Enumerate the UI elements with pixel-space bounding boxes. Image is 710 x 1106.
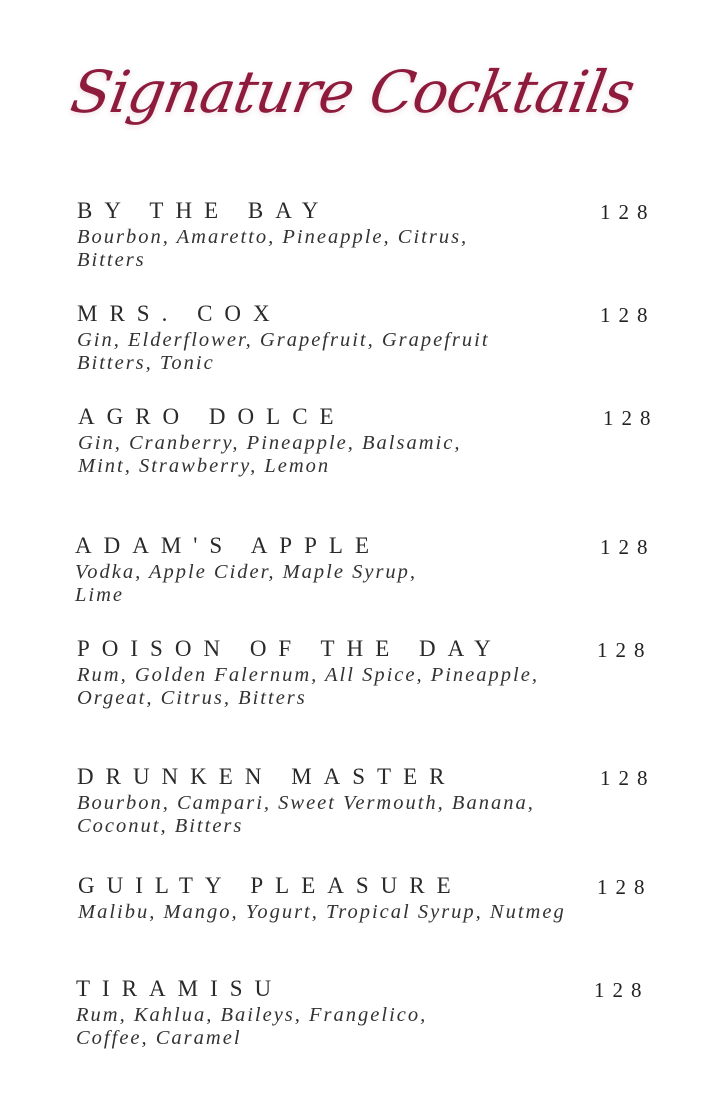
description-line: Malibu, Mango, Yogurt, Tropical Syrup, Nutmeg bbox=[78, 901, 566, 923]
item-price: 128 bbox=[597, 638, 653, 662]
item-name: DRUNKEN MASTER bbox=[77, 764, 457, 789]
item-price: 128 bbox=[594, 978, 650, 1002]
description-line: Bitters bbox=[77, 249, 146, 271]
description-line: Rum, Golden Falernum, All Spice, Pineapple, bbox=[77, 664, 539, 686]
item-price: 128 bbox=[600, 200, 656, 224]
item-price: 128 bbox=[600, 766, 656, 790]
item-description bbox=[75, 561, 615, 607]
item-name: POISON OF THE DAY bbox=[77, 636, 503, 661]
description-line: Gin, Cranberry, Pineapple, Balsamic, bbox=[78, 432, 462, 454]
description-line: Coffee, Caramel bbox=[76, 1027, 242, 1049]
description-line: Rum, Kahlua, Baileys, Frangelico, bbox=[76, 1004, 428, 1026]
item-price: 128 bbox=[603, 406, 659, 430]
description-line: Gin, Elderflower, Grapefruit, Grapefruit bbox=[77, 329, 490, 351]
description-line: Vodka, Apple Cider, Maple Syrup, bbox=[75, 561, 418, 583]
item-name: AGRO DOLCE bbox=[78, 404, 346, 429]
item-name: TIRAMISU bbox=[76, 976, 284, 1001]
item-price: 128 bbox=[600, 535, 656, 559]
item-name: MRS. COX bbox=[77, 301, 282, 326]
description-line: Bourbon, Amaretto, Pineapple, Citrus, bbox=[77, 226, 469, 248]
item-description bbox=[78, 901, 618, 924]
item-description bbox=[77, 792, 617, 838]
item-description bbox=[77, 329, 617, 375]
item-description bbox=[76, 1004, 616, 1050]
item-description bbox=[77, 226, 617, 272]
item-name: BY THE BAY bbox=[77, 198, 331, 223]
description-line: Lime bbox=[75, 584, 124, 606]
description-line: Mint, Strawberry, Lemon bbox=[78, 455, 331, 477]
item-price: 128 bbox=[597, 875, 653, 899]
item-name: GUILTY PLEASURE bbox=[78, 873, 463, 898]
description-line: Bourbon, Campari, Sweet Vermouth, Banana, bbox=[77, 792, 535, 814]
description-line: Coconut, Bitters bbox=[77, 815, 244, 837]
description-line: Orgeat, Citrus, Bitters bbox=[77, 687, 307, 709]
item-description bbox=[77, 664, 617, 710]
item-name: ADAM'S APPLE bbox=[75, 533, 381, 558]
description-line: Bitters, Tonic bbox=[77, 352, 215, 374]
item-description bbox=[78, 432, 618, 478]
menu-title: Signature Cocktails bbox=[66, 58, 640, 126]
item-price: 128 bbox=[600, 303, 656, 327]
